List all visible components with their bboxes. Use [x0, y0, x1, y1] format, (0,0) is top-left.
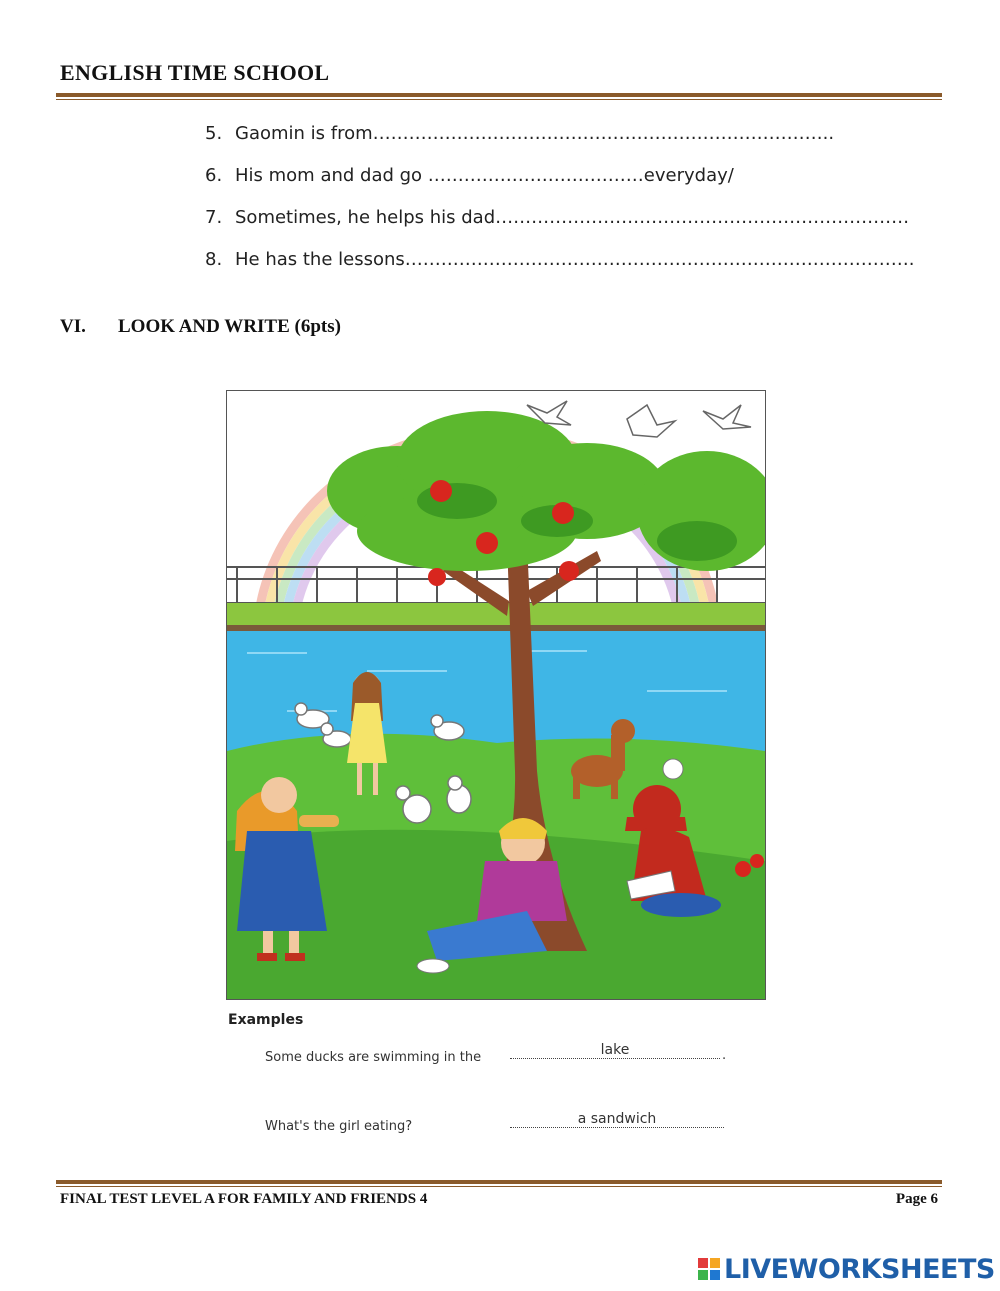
example-answer: a sandwich — [510, 1111, 724, 1128]
example-row — [0, 1042, 1000, 1068]
page-header-title: ENGLISH TIME SCHOOL — [60, 60, 330, 85]
logo-mark-icon — [698, 1258, 720, 1280]
example-suffix: . — [722, 1048, 727, 1063]
example-question: Some ducks are swimming in the — [265, 1050, 482, 1065]
question-item — [205, 246, 914, 288]
sandwich — [299, 815, 339, 827]
logo-text: LIVEWORKSHEETS — [724, 1253, 995, 1285]
footer-divider — [56, 1180, 942, 1187]
park-scene-illustration — [227, 391, 765, 999]
question-list — [205, 120, 914, 288]
footer-test-title: FINAL TEST LEVEL A FOR FAMILY AND FRIENDS 4 — [60, 1191, 428, 1207]
question-text: His mom and dad go ………………………………everyday/ — [235, 165, 734, 186]
question-text: Gaomin is from………………………………………………………………….. — [235, 123, 835, 144]
example-row — [0, 1111, 1000, 1137]
logo-square — [710, 1270, 720, 1280]
question-number: 6. — [205, 165, 223, 186]
question-item — [205, 204, 914, 246]
examples-label: Examples — [228, 1012, 304, 1028]
example-answer: lake — [510, 1042, 720, 1059]
question-text: Sometimes, he helps his dad…………………………………………………………… — [235, 207, 910, 228]
logo-square — [698, 1258, 708, 1268]
example-question: What's the girl eating? — [265, 1119, 413, 1134]
question-number: 7. — [205, 207, 223, 228]
logo-square — [710, 1258, 720, 1268]
question-item — [205, 120, 914, 162]
section-title: LOOK AND WRITE (6pts) — [118, 316, 341, 337]
page-number: Page 6 — [895, 1191, 938, 1207]
question-number: 5. — [205, 123, 223, 144]
section-numeral: VI. — [60, 316, 86, 337]
park-scene-picture — [226, 390, 766, 1000]
question-text: He has the lessons…………………………………………………………………………. — [235, 249, 915, 270]
section-heading — [60, 316, 341, 338]
liveworksheets-logo[interactable] — [698, 1252, 995, 1286]
question-item — [205, 162, 914, 204]
bird-on-cap — [663, 759, 683, 779]
header-divider — [56, 93, 942, 100]
question-number: 8. — [205, 249, 223, 270]
logo-square — [698, 1270, 708, 1280]
